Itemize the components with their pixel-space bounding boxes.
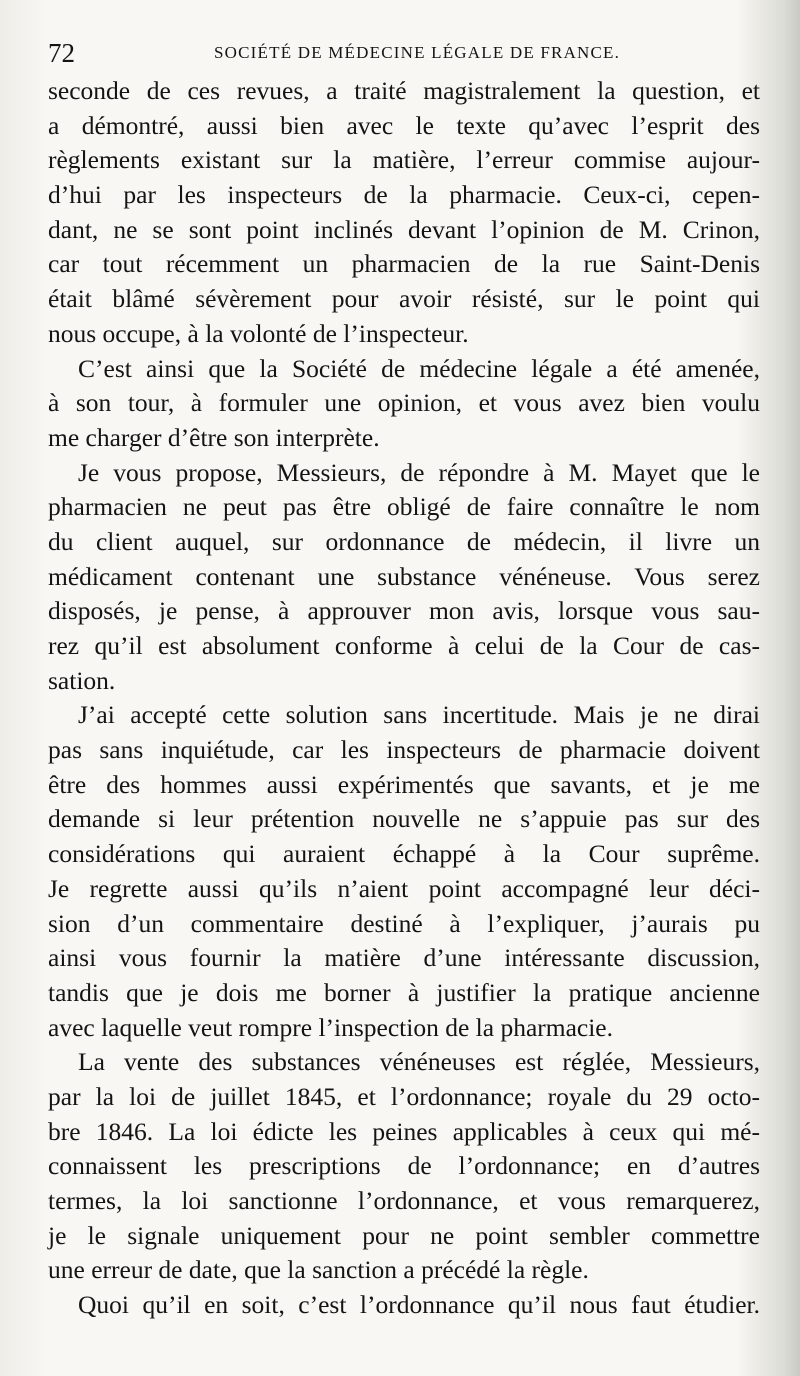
text-line: tandis que je dois me borner à justifier la pratique ancienne [48, 977, 760, 1007]
text-line: Je vous propose, Messieurs, de répondre à M. Mayet que le [78, 457, 760, 487]
text-line: pas sans inquiétude, car les inspecteurs de pharmacie doivent [48, 735, 760, 765]
text-line: disposés, je pense, à approuver mon avis, lorsque vous sau- [48, 596, 760, 626]
text-line: considérations qui auraient échappé à la Cour suprême. [48, 839, 760, 869]
body-text [48, 74, 760, 1323]
text-line: demande si leur prétention nouvelle ne s’appuie pas sur des [48, 804, 760, 834]
text-line: C’est ainsi que la Société de médecine légale a été amenée, [78, 353, 760, 383]
text-line: a démontré, aussi bien avec le texte qu’avec l’esprit des [48, 110, 760, 140]
running-title: SOCIÉTÉ DE MÉDECINE LÉGALE DE FRANCE. [214, 43, 621, 62]
text-line: J’ai accepté cette solution sans incertitude. Mais je ne dirai [78, 700, 760, 730]
page-number: 72 [48, 38, 75, 68]
text-line: d’hui par les inspecteurs de la pharmacie. Ceux-ci, cepen- [48, 180, 760, 210]
text-line: rez qu’il est absolument conforme à celui de la Cour de cas- [48, 631, 760, 660]
text-line: du client auquel, sur ordonnance de médecin, il livre un [48, 526, 760, 556]
text-line: car tout récemment un pharmacien de la rue Saint-Denis [48, 249, 760, 279]
page-header [48, 36, 760, 76]
text-line: une erreur de date, que la sanction a précédé la règle. [48, 1255, 589, 1285]
text-line: me charger d’être son interprète. [48, 422, 380, 452]
text-line: avec laquelle veut rompre l’inspection de la pharmacie. [48, 1012, 613, 1042]
text-line: règlements existant sur la matière, l’erreur commise aujour- [48, 145, 760, 175]
text-line: à son tour, à formuler une opinion, et vous avez bien voulu [48, 388, 760, 418]
text-line: sion d’un commentaire destiné à l’expliquer, j’aurais pu [48, 908, 760, 938]
text-line: Je regrette aussi qu’ils n’aient point accompagné leur déci- [48, 873, 760, 903]
text-line: dant, ne se sont point inclinés devant l’opinion de M. Crinon, [48, 214, 760, 244]
text-line: je le signale uniquement pour ne point sembler commettre [48, 1220, 760, 1250]
text-line: La vente des substances vénéneuses est réglée, Messieurs, [78, 1047, 760, 1077]
text-line: connaissent les prescriptions de l’ordonnance; en d’autres [48, 1151, 760, 1181]
text-line: être des hommes aussi expérimentés que savants, et je me [48, 769, 760, 799]
text-line: médicament contenant une substance vénéneuse. Vous serez [48, 561, 760, 591]
text-line: pharmacien ne peut pas être obligé de faire connaître le nom [48, 492, 760, 522]
text-line: était blâmé sévèrement pour avoir résisté, sur le point qui [48, 284, 760, 314]
text-line: bre 1846. La loi édicte les peines applicables à ceux qui mé- [48, 1116, 760, 1146]
text-line: ainsi vous fournir la matière d’une intéressante discussion, [48, 943, 760, 973]
text-line: par la loi de juillet 1845, et l’ordonnance; royale du 29 octo- [48, 1081, 760, 1111]
text-line: nous occupe, à la volonté de l’inspecteur. [48, 318, 469, 348]
text-line: sation. [48, 665, 116, 695]
text-line: Quoi qu’il en soit, c’est l’ordonnance qu’il nous faut étudier. [78, 1290, 760, 1320]
text-line: seconde de ces revues, a traité magistralement la question, et [48, 76, 760, 105]
text-line: termes, la loi sanctionne l’ordonnance, et vous remarquerez, [48, 1186, 760, 1215]
